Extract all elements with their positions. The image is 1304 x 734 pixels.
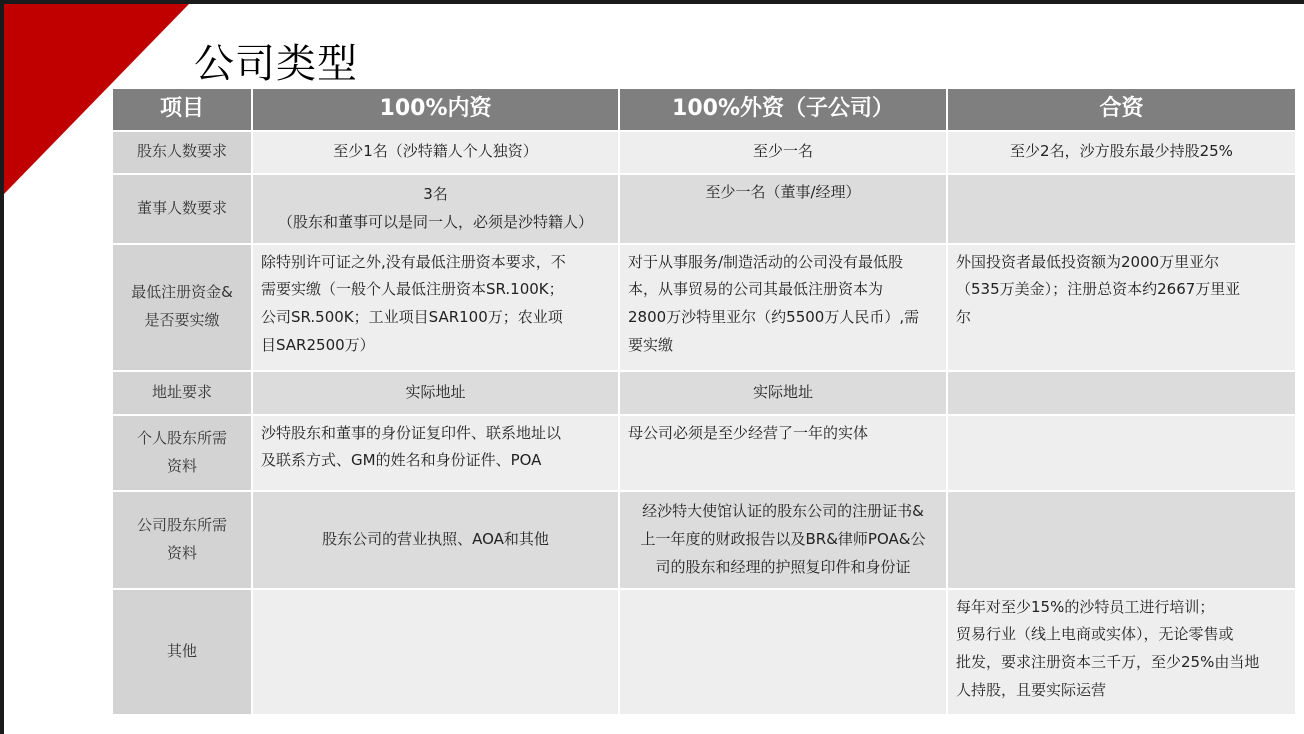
row-label: 个人股东所需 资料 bbox=[112, 415, 252, 491]
cell-joint bbox=[947, 415, 1296, 491]
cell-joint bbox=[947, 174, 1296, 244]
table-row bbox=[112, 589, 1296, 715]
table-row bbox=[112, 174, 1296, 244]
row-label: 地址要求 bbox=[112, 371, 252, 415]
cell-foreign: 母公司必须是至少经营了一年的实体 bbox=[619, 415, 947, 491]
cell-foreign: 经沙特大使馆认证的股东公司的注册证书& 上一年度的财政报告以及BR&律师POA&公 司的股东和经理的护照复印件和身份证 bbox=[619, 491, 947, 589]
cell-domestic: 沙特股东和董事的身份证复印件、联系地址以 及联系方式、GM的姓名和身份证件、POA bbox=[252, 415, 619, 491]
table-header-row bbox=[112, 88, 1296, 131]
cell-joint: 每年对至少15%的沙特员工进行培训； 贸易行业（线上电商或实体），无论零售或 批发，要求注册资本三千万，至少25%由当地 人持股，且要实际运营 bbox=[947, 589, 1296, 715]
cell-joint: 至少2名，沙方股东最少持股25% bbox=[947, 131, 1296, 174]
cell-domestic: 股东公司的营业执照、AOA和其他 bbox=[252, 491, 619, 589]
cell-foreign: 对于从事服务/制造活动的公司没有最低股 本，从事贸易的公司其最低注册资本为 2800万沙特里亚尔（约5500万人民币）,需 要实缴 bbox=[619, 244, 947, 371]
row-label: 股东人数要求 bbox=[112, 131, 252, 174]
header-domestic: 100%内资 bbox=[252, 88, 619, 131]
cell-domestic: 除特别许可证之外,没有最低注册资本要求，不 需要实缴（一般个人最低注册资本SR.100K； 公司SR.500K；工业项目SAR100万；农业项 目SAR2500万） bbox=[252, 244, 619, 371]
header-item: 项目 bbox=[112, 88, 252, 131]
cell-joint: 外国投资者最低投资额为2000万里亚尔 （535万美金）；注册总资本约2667万里亚 尔 bbox=[947, 244, 1296, 371]
row-label: 公司股东所需 资料 bbox=[112, 491, 252, 589]
cell-joint bbox=[947, 371, 1296, 415]
cell-domestic bbox=[252, 589, 619, 715]
page-title: 公司类型 bbox=[194, 41, 358, 87]
table-row bbox=[112, 491, 1296, 589]
cell-joint bbox=[947, 491, 1296, 589]
table-row bbox=[112, 371, 1296, 415]
cell-domestic: 至少1名（沙特籍人个人独资） bbox=[252, 131, 619, 174]
row-label: 董事人数要求 bbox=[112, 174, 252, 244]
cell-domestic: 实际地址 bbox=[252, 371, 619, 415]
header-foreign: 100%外资（子公司） bbox=[619, 88, 947, 131]
header-joint: 合资 bbox=[947, 88, 1296, 131]
row-label: 最低注册资金& 是否要实缴 bbox=[112, 244, 252, 371]
cell-foreign: 至少一名 bbox=[619, 131, 947, 174]
table-row bbox=[112, 415, 1296, 491]
table-row bbox=[112, 131, 1296, 174]
cell-domestic: 3名 （股东和董事可以是同一人，必须是沙特籍人） bbox=[252, 174, 619, 244]
cell-foreign: 实际地址 bbox=[619, 371, 947, 415]
row-label: 其他 bbox=[112, 589, 252, 715]
slide bbox=[4, 4, 1304, 734]
cell-foreign: 至少一名（董事/经理） bbox=[619, 174, 947, 244]
table-row bbox=[112, 244, 1296, 371]
company-type-table bbox=[111, 87, 1297, 716]
cell-foreign bbox=[619, 589, 947, 715]
